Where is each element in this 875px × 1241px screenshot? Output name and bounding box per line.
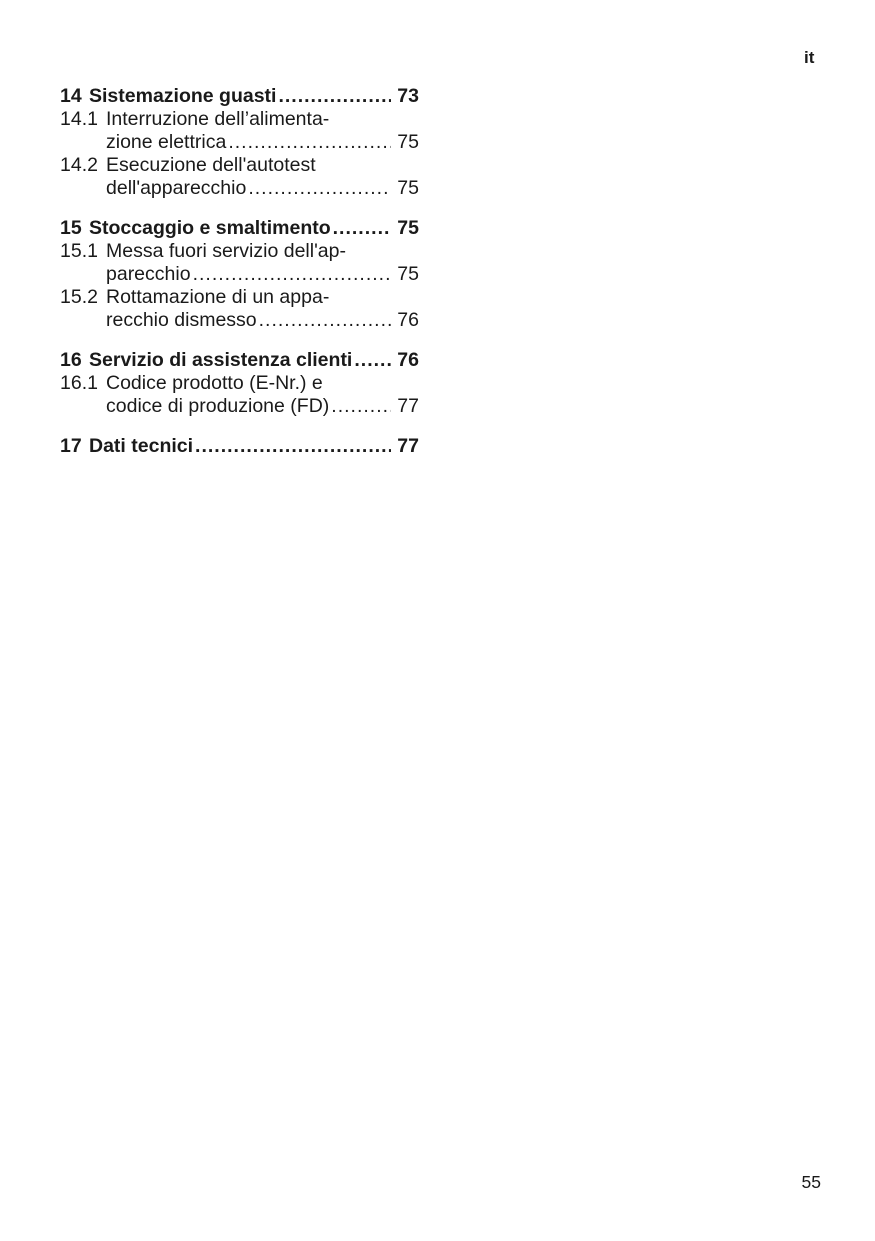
toc-subsection-15-2[interactable] — [60, 286, 419, 332]
toc-section-16[interactable] — [60, 348, 419, 372]
page-number: 55 — [801, 1172, 821, 1192]
dot-leader — [354, 348, 391, 372]
toc-page-number: 75 — [397, 217, 419, 239]
toc-subsection-number: 15.2 — [60, 286, 98, 308]
toc-subsection-title-line1: Esecuzione dell'autotest — [106, 154, 316, 176]
toc-page-number: 75 — [397, 131, 419, 153]
toc-subsection-title-line2: codice di produzione (FD) — [106, 395, 330, 417]
toc-page-number: 76 — [397, 349, 419, 371]
toc-page-number: 77 — [397, 395, 419, 417]
toc-page-number: 75 — [397, 177, 419, 199]
toc-section-number: 15 — [60, 217, 82, 239]
toc-subsection-title-line2: parecchio — [106, 263, 191, 285]
toc-section-title: Sistemazione guasti — [89, 85, 277, 107]
toc-page-number: 75 — [397, 263, 419, 285]
toc-subsection-title-line1: Codice prodotto (E-Nr.) e — [106, 372, 323, 394]
dot-leader — [333, 216, 391, 240]
toc-subsection-number: 15.1 — [60, 240, 98, 262]
toc-section-17[interactable] — [60, 434, 419, 458]
toc-subsection-number: 14.2 — [60, 154, 98, 176]
toc-page-number: 73 — [397, 85, 419, 107]
toc-subsection-title-line1: Messa fuori servizio dell'ap- — [106, 240, 346, 262]
toc-subsection-title-line1: Interruzione dell’alimenta- — [106, 108, 330, 130]
table-of-contents — [60, 84, 419, 458]
toc-subsection-14-2[interactable] — [60, 154, 419, 200]
dot-leader — [331, 395, 391, 418]
toc-subsection-number: 14.1 — [60, 108, 98, 130]
toc-section-14[interactable] — [60, 84, 419, 108]
toc-page-number: 77 — [397, 435, 419, 457]
language-label: it — [804, 48, 815, 67]
toc-subsection-15-1[interactable] — [60, 240, 419, 286]
dot-leader — [193, 263, 391, 286]
dot-leader — [278, 84, 391, 108]
toc-section-title: Servizio di assistenza clienti — [89, 349, 353, 371]
dot-leader — [195, 434, 391, 458]
toc-section-number: 17 — [60, 435, 82, 457]
toc-subsection-16-1[interactable] — [60, 372, 419, 418]
toc-page-number: 76 — [397, 309, 419, 331]
toc-subsection-14-1[interactable] — [60, 108, 419, 154]
toc-section-number: 16 — [60, 349, 82, 371]
toc-subsection-number: 16.1 — [60, 372, 98, 394]
toc-subsection-title-line1: Rottamazione di un appa- — [106, 286, 330, 308]
toc-subsection-title-line2: dell'apparecchio — [106, 177, 247, 199]
toc-subsection-title-line2: recchio dismesso — [106, 309, 257, 331]
toc-section-title: Dati tecnici — [89, 435, 194, 457]
dot-leader — [228, 131, 391, 154]
toc-section-number: 14 — [60, 85, 82, 107]
toc-section-title: Stoccaggio e smaltimento — [89, 217, 331, 239]
toc-subsection-title-line2: zione elettrica — [106, 131, 227, 153]
dot-leader — [259, 309, 391, 332]
toc-section-15[interactable] — [60, 216, 419, 240]
dot-leader — [248, 177, 391, 200]
